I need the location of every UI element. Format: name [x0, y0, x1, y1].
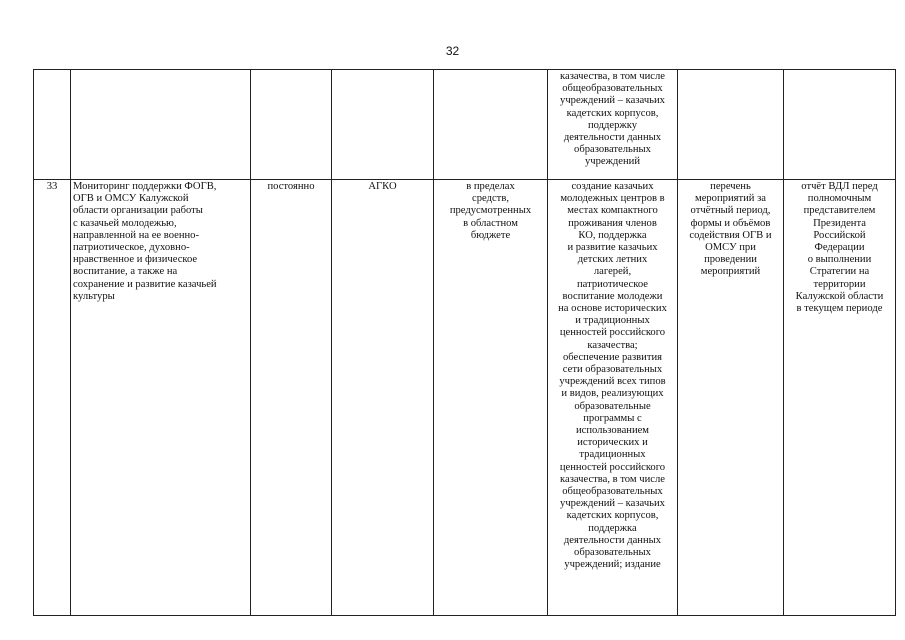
activity-cell [71, 70, 251, 180]
deadline-cell [251, 70, 332, 180]
funding-cell [434, 70, 548, 180]
executor-cell [332, 70, 434, 180]
indicator-cell: перечень мероприятий за отчётный период, формы и объёмов содействия ОГВ и ОМСУ при проведении мероприятий [678, 180, 784, 616]
reporting-cell [784, 70, 896, 180]
table-row [34, 180, 896, 616]
result-cell: создание казачьих молодежных центров в местах компактного проживания членов КО, поддержка и развитие казачьих детских летних лагерей, патриотическое воспитание молодежи на основе исторических и традиционных ценностей российского казачества; обеспечение развития сети образовательных учреждений всех типов и видов, реализующих образовательные программы с использованием исторических и традиционных ценностей российского казачества, в том числе общеобразовательных учреждений – казачьих кадетских корпусов, поддержка деятельности данных образовательных учреждений; издание [548, 180, 678, 616]
executor-cell: АГКО [332, 180, 434, 616]
activities-table [33, 69, 896, 616]
page-number: 32 [445, 44, 460, 58]
table-row [34, 70, 896, 180]
reporting-cell: отчёт ВДЛ перед полномочным представителем Президента Российской Федерации о выполнении Стратегии на территории Калужской области в текущем периоде [784, 180, 896, 616]
indicator-cell [678, 70, 784, 180]
activity-cell: Мониторинг поддержки ФОГВ, ОГВ и ОМСУ Калужской области организации работы с казачьей молодежью, направленной на ее военно- патриотическое, духовно- нравственное и физическое воспитание, а также на сохранение и развитие казачьей культуры [71, 180, 251, 616]
result-cell: казачества, в том числе общеобразовательных учреждений – казачьих кадетских корпусов, поддержку деятельности данных образовательных учреждений [548, 70, 678, 180]
row-number-cell [34, 70, 71, 180]
deadline-cell: постоянно [251, 180, 332, 616]
funding-cell: в пределах средств, предусмотренных в областном бюджете [434, 180, 548, 616]
row-number-cell: 33 [34, 180, 71, 616]
document-table [33, 69, 895, 614]
